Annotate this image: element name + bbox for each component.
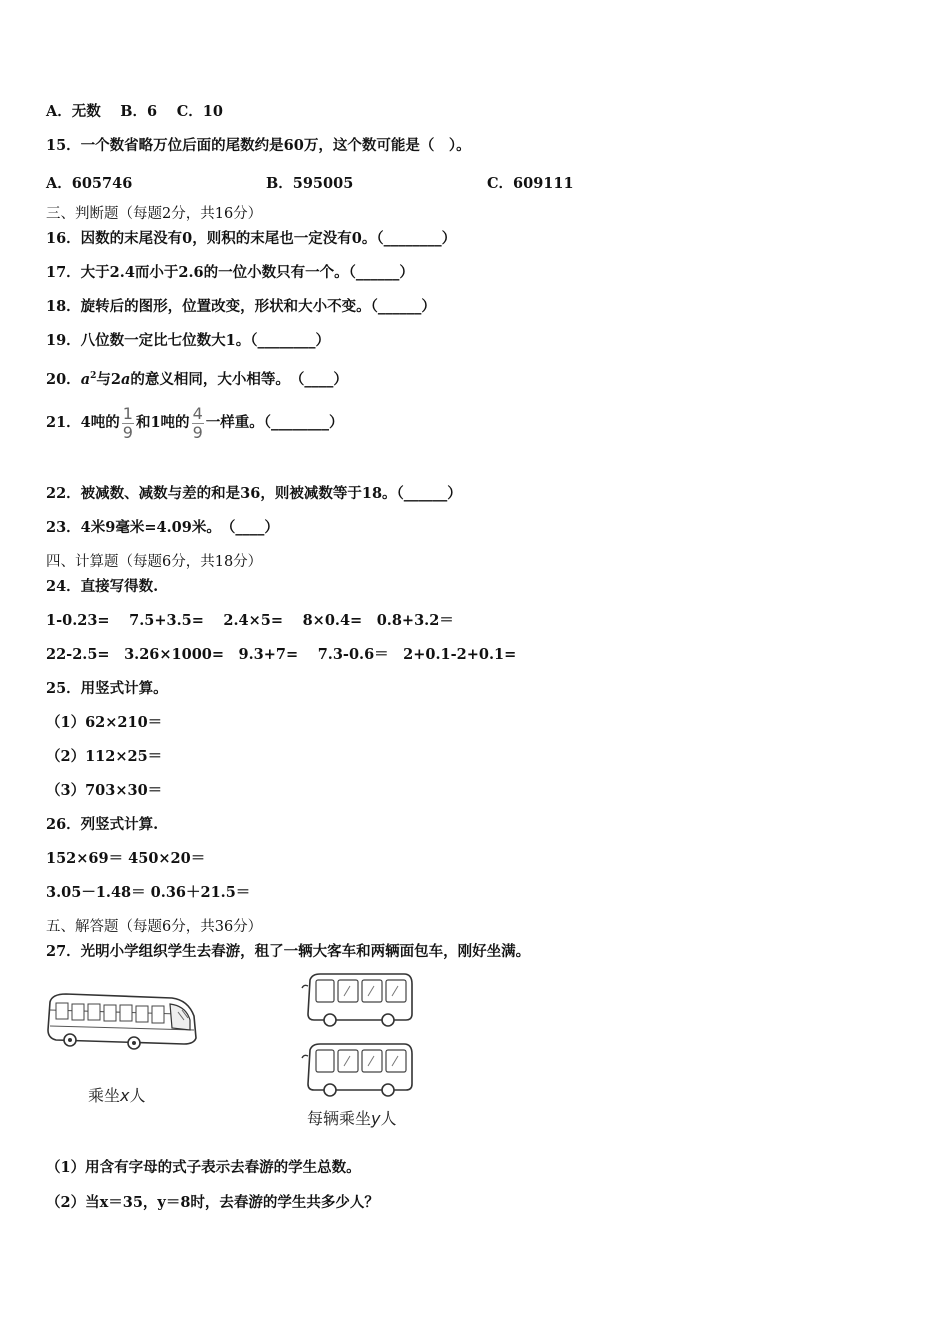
q20-var-a2: a [120,370,131,388]
q15-option-a: A．605746 [46,175,133,192]
q21-part1: 21．4吨的 [46,414,120,431]
q27-item-1: （1）用含有字母的式子表示去春游的学生总数。 [46,1159,361,1176]
question-19: 19．八位数一定比七位数大1。（________） [46,332,331,349]
q20-number: 20． [46,370,81,388]
bus-caption-post: 人 [129,1086,146,1105]
question-21 [46,403,344,447]
fraction-denominator: 9 [192,422,203,442]
q24-row-1: 1-0.23= 7.5+3.5= 2.4×5= 8×0.4= 0.8+3.2＝ [46,612,454,629]
question-22: 22．被减数、减数与差的和是36，则被减数等于18。（______） [46,485,462,502]
q20-tail: 的意义相同，大小相等。 （____） [130,370,348,388]
q25-item-3: （3）703×30＝ [46,782,163,799]
q15-option-c: C．609111 [487,175,574,192]
q15-option-b: B．595005 [266,175,354,192]
van-caption-pre: 每辆乘坐 [307,1109,372,1128]
van-caption-post: 人 [380,1109,397,1128]
options-line: A．无数 B．6 C．10 [46,103,223,120]
fraction-four-ninths [192,405,204,442]
q20-var-a: a [80,370,91,388]
van-caption-var: y [371,1109,381,1128]
q27-item-2: （2）当x＝35，y＝8时，去春游的学生共多少人？ [46,1194,379,1211]
q26-row-1: 152×69＝ 450×20＝ [46,850,206,867]
question-25: 25．用竖式计算。 [46,680,168,697]
question-15: 15．一个数省略万位后面的尾数约是60万，这个数可能是（ ）。 [46,137,471,154]
section-3-heading: 三、判断题（每题2分，共16分） [46,206,263,222]
van-illustration-bottom [300,1040,420,1104]
bus-caption-var: x [120,1086,130,1105]
bus-illustration [44,990,204,1062]
question-20 [46,367,348,389]
question-17: 17．大于2.4而小于2.6的一位小数只有一个。（______） [46,264,414,281]
fraction-numerator: 4 [192,403,203,423]
question-24: 24．直接写得数. [46,578,159,595]
question-16: 16．因数的末尾没有0，则积的末尾也一定没有0。（________） [46,230,457,247]
q25-item-2: （2）112×25＝ [46,748,163,765]
question-26: 26．列竖式计算. [46,816,159,833]
question-18: 18．旋转后的图形，位置改变，形状和大小不变。（______） [46,298,436,315]
question-27: 27．光明小学组织学生去春游，租了一辆大客车和两辆面包车，刚好坐满。 [46,943,531,960]
section-4-heading: 四、计算题（每题6分，共18分） [46,554,263,570]
section-5-heading: 五、解答题（每题6分，共36分） [46,919,263,935]
van-illustration-top [300,970,420,1034]
fraction-denominator: 9 [122,422,133,442]
q20-mid: 与2 [96,370,121,388]
q24-row-2: 22-2.5= 3.26×1000= 9.3+7= 7.3-0.6＝ 2+0.1-2+0.1= [46,646,517,663]
fraction-numerator: 1 [122,403,133,423]
van-caption [307,1106,397,1129]
q25-item-1: （1）62×210＝ [46,714,163,731]
q21-part2: 和1吨的 [135,414,190,431]
q20-exponent: 2 [90,371,97,381]
bus-caption [88,1083,146,1106]
bus-caption-pre: 乘坐 [88,1086,121,1105]
question-23: 23．4米9毫米=4.09米。 （____） [46,519,279,536]
q26-row-2: 3.05－1.48＝ 0.36＋21.5＝ [46,884,251,901]
q21-part3: 一样重。（________） [205,414,344,431]
fraction-one-ninth [122,405,134,442]
